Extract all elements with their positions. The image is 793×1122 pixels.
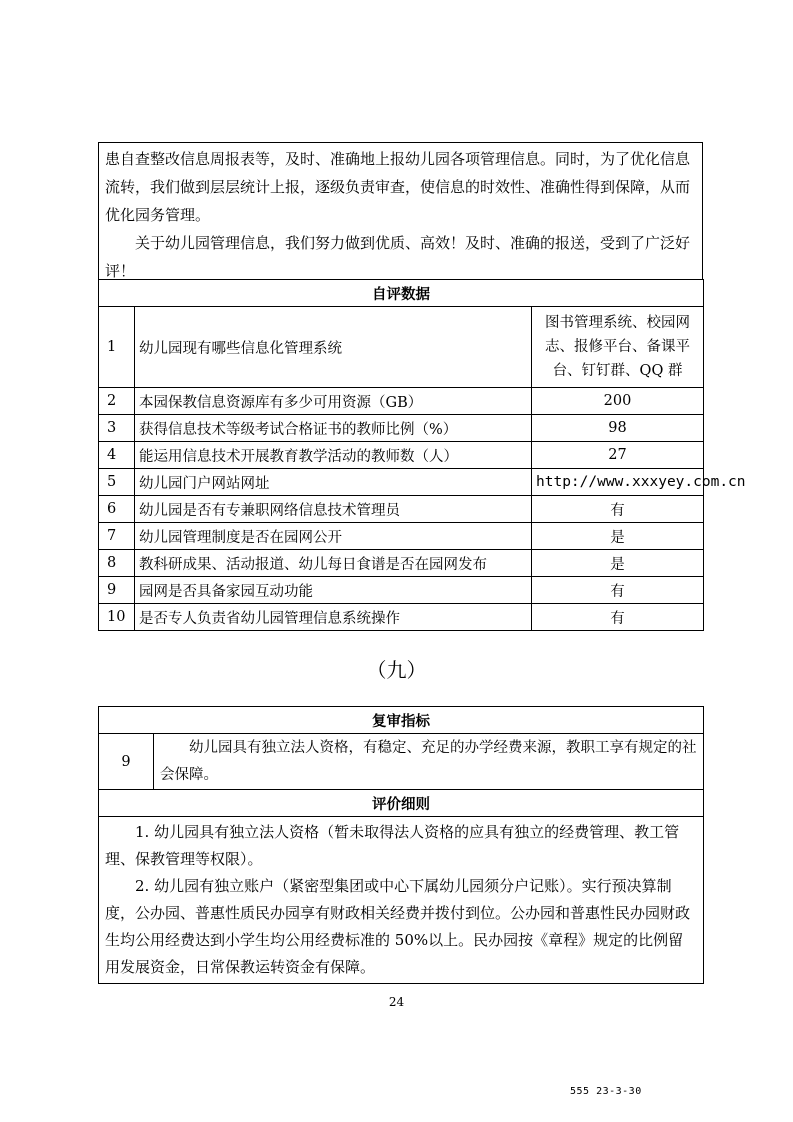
row-answer: 图书管理系统、校园网志、报修平台、备课平台、钉钉群、QQ 群 — [532, 307, 704, 388]
footer-code: 555 23-3-30 — [570, 1086, 642, 1097]
row-number: 5 — [99, 469, 135, 496]
row-number: 8 — [99, 550, 135, 577]
row-answer: 有 — [532, 577, 704, 604]
row-answer: 有 — [532, 604, 704, 631]
row-answer: 是 — [532, 550, 704, 577]
row-number: 2 — [99, 388, 135, 415]
row-number: 7 — [99, 523, 135, 550]
row-question: 幼儿园是否有专兼职网络信息技术管理员 — [135, 496, 532, 523]
row-answer: 200 — [532, 388, 704, 415]
intro-paragraph-2: 关于幼儿园管理信息，我们努力做到优质、高效！及时、准确的报送，受到了广泛好评！ — [105, 234, 691, 280]
row-number: 1 — [99, 307, 135, 388]
row-question: 幼儿园门户网站网址 — [135, 469, 532, 496]
row-answer: 有 — [532, 496, 704, 523]
self-eval-title: 自评数据 — [99, 280, 704, 307]
row-number: 10 — [99, 604, 135, 631]
row-question: 教科研成果、活动报道、幼儿每日食谱是否在园网发布 — [135, 550, 532, 577]
intro-box — [98, 142, 703, 280]
row-question: 幼儿园管理制度是否在园网公开 — [135, 523, 532, 550]
row-question: 获得信息技术等级考试合格证书的教师比例（%） — [135, 415, 532, 442]
intro-paragraph-1: 患自查整改信息周报表等，及时、准确地上报幼儿园各项管理信息。同时，为了优化信息流转，我们做到层层统计上报，逐级负责审查，使信息的时效性、准确性得到保障，从而优化园务管理。 — [105, 150, 691, 224]
row-question: 是否专人负责省幼儿园管理信息系统操作 — [135, 604, 532, 631]
section-title: （九） — [366, 658, 427, 682]
review-number: 9 — [99, 734, 154, 790]
detail-paragraph-1: 1. 幼儿园具有独立法人资格（暂未取得法人资格的应具有独立的经费管理、教工管理、保教管理等权限）。 — [105, 823, 680, 868]
row-question: 园网是否具备家园互动功能 — [135, 577, 532, 604]
row-number: 4 — [99, 442, 135, 469]
detail-paragraph-2: 2. 幼儿园有独立账户（紧密型集团或中心下属幼儿园须分户记账）。实行预决算制度，公办园、普惠性质民办园享有财政相关经费并拨付到位。公办园和普惠性民办园财政生均公用经费达到小学生均公用经费标准的 50%以上。民办园按《章程》规定的比例留用发展资金，日常保教运转资金有保障。 — [105, 877, 691, 976]
row-answer: 98 — [532, 415, 704, 442]
review-text: 幼儿园具有独立法人资格，有稳定、充足的办学经费来源，教职工享有规定的社会保障。 — [154, 734, 704, 790]
row-number: 6 — [99, 496, 135, 523]
row-question: 本园保教信息资源库有多少可用资源（GB） — [135, 388, 532, 415]
row-answer-url: http://www.xxxyey.com.cn — [532, 469, 704, 496]
review-table — [98, 706, 704, 984]
row-number: 3 — [99, 415, 135, 442]
review-title: 复审指标 — [99, 707, 704, 734]
row-answer: 27 — [532, 442, 704, 469]
row-answer: 是 — [532, 523, 704, 550]
detail-cell — [99, 817, 704, 984]
row-question: 幼儿园现有哪些信息化管理系统 — [135, 307, 532, 388]
self-eval-table — [98, 279, 746, 631]
detail-title: 评价细则 — [99, 790, 704, 817]
row-question: 能运用信息技术开展教育教学活动的教师数（人） — [135, 442, 532, 469]
row-number: 9 — [99, 577, 135, 604]
page-number: 24 — [388, 995, 405, 1009]
